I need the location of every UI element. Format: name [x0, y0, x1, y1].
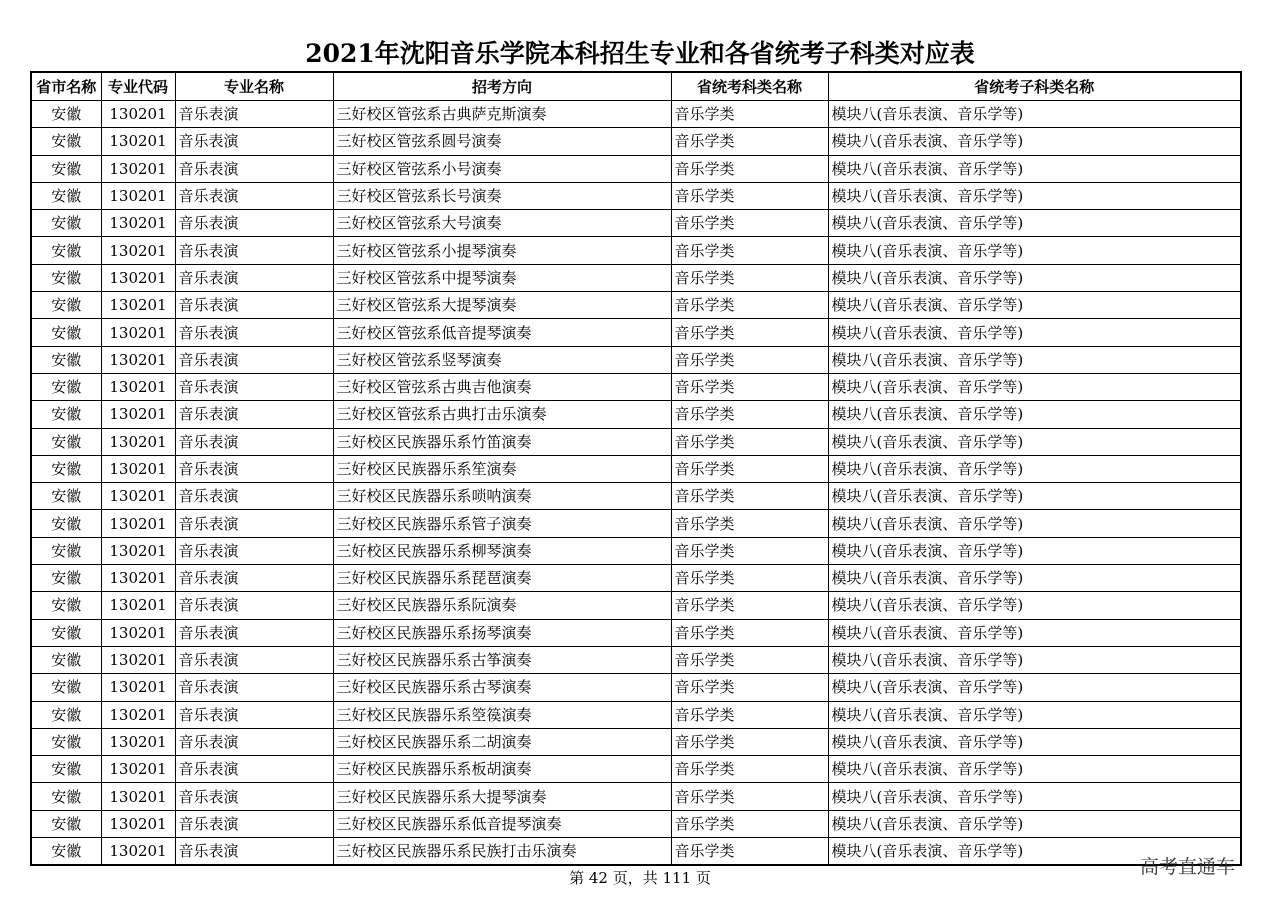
table-header-row	[31, 72, 1241, 101]
cell-exam-subcategory: 模块八(音乐表演、音乐学等)	[828, 756, 1241, 783]
cell-exam-subcategory: 模块八(音乐表演、音乐学等)	[828, 783, 1241, 810]
cell-major-name: 音乐表演	[175, 537, 333, 564]
cell-major-code: 130201	[101, 373, 175, 400]
table-row	[31, 373, 1241, 400]
cell-province: 安徽	[31, 646, 101, 673]
cell-exam-category: 音乐学类	[671, 619, 828, 646]
table-row	[31, 783, 1241, 810]
cell-exam-subcategory: 模块八(音乐表演、音乐学等)	[828, 346, 1241, 373]
cell-province: 安徽	[31, 373, 101, 400]
table-row	[31, 155, 1241, 182]
cell-exam-subcategory: 模块八(音乐表演、音乐学等)	[828, 128, 1241, 155]
cell-major-code: 130201	[101, 810, 175, 837]
header-direction: 招考方向	[333, 72, 671, 101]
cell-province: 安徽	[31, 756, 101, 783]
cell-province: 安徽	[31, 182, 101, 209]
cell-province: 安徽	[31, 701, 101, 728]
cell-province: 安徽	[31, 346, 101, 373]
table-row	[31, 210, 1241, 237]
cell-direction: 三好校区管弦系大号演奏	[333, 210, 671, 237]
table-row	[31, 264, 1241, 291]
cell-major-name: 音乐表演	[175, 838, 333, 866]
cell-province: 安徽	[31, 428, 101, 455]
cell-major-name: 音乐表演	[175, 783, 333, 810]
cell-major-name: 音乐表演	[175, 646, 333, 673]
cell-exam-category: 音乐学类	[671, 155, 828, 182]
cell-major-code: 130201	[101, 319, 175, 346]
cell-major-code: 130201	[101, 537, 175, 564]
table-row	[31, 483, 1241, 510]
table-row	[31, 346, 1241, 373]
cell-province: 安徽	[31, 401, 101, 428]
header-major-code: 专业代码	[101, 72, 175, 101]
cell-province: 安徽	[31, 155, 101, 182]
cell-province: 安徽	[31, 838, 101, 866]
cell-major-name: 音乐表演	[175, 592, 333, 619]
table-row	[31, 646, 1241, 673]
cell-major-code: 130201	[101, 101, 175, 128]
cell-exam-category: 音乐学类	[671, 237, 828, 264]
cell-major-code: 130201	[101, 182, 175, 209]
cell-direction: 三好校区管弦系圆号演奏	[333, 128, 671, 155]
cell-exam-subcategory: 模块八(音乐表演、音乐学等)	[828, 592, 1241, 619]
cell-exam-category: 音乐学类	[671, 210, 828, 237]
table-row	[31, 101, 1241, 128]
cell-major-name: 音乐表演	[175, 565, 333, 592]
cell-direction: 三好校区民族器乐系柳琴演奏	[333, 537, 671, 564]
cell-major-name: 音乐表演	[175, 292, 333, 319]
cell-exam-category: 音乐学类	[671, 810, 828, 837]
cell-exam-subcategory: 模块八(音乐表演、音乐学等)	[828, 237, 1241, 264]
cell-exam-subcategory: 模块八(音乐表演、音乐学等)	[828, 510, 1241, 537]
cell-exam-category: 音乐学类	[671, 701, 828, 728]
cell-exam-subcategory: 模块八(音乐表演、音乐学等)	[828, 619, 1241, 646]
cell-major-name: 音乐表演	[175, 619, 333, 646]
cell-major-name: 音乐表演	[175, 128, 333, 155]
cell-major-code: 130201	[101, 401, 175, 428]
table-row	[31, 592, 1241, 619]
cell-province: 安徽	[31, 128, 101, 155]
cell-exam-subcategory: 模块八(音乐表演、音乐学等)	[828, 701, 1241, 728]
cell-major-code: 130201	[101, 346, 175, 373]
cell-exam-category: 音乐学类	[671, 101, 828, 128]
cell-exam-subcategory: 模块八(音乐表演、音乐学等)	[828, 455, 1241, 482]
cell-direction: 三好校区民族器乐系竹笛演奏	[333, 428, 671, 455]
cell-exam-subcategory: 模块八(音乐表演、音乐学等)	[828, 428, 1241, 455]
cell-major-code: 130201	[101, 592, 175, 619]
cell-province: 安徽	[31, 510, 101, 537]
mapping-table	[30, 71, 1242, 866]
cell-exam-category: 音乐学类	[671, 728, 828, 755]
cell-province: 安徽	[31, 237, 101, 264]
cell-direction: 三好校区民族器乐系古琴演奏	[333, 674, 671, 701]
cell-province: 安徽	[31, 565, 101, 592]
cell-direction: 三好校区管弦系长号演奏	[333, 182, 671, 209]
table-row	[31, 756, 1241, 783]
cell-direction: 三好校区管弦系小提琴演奏	[333, 237, 671, 264]
cell-exam-category: 音乐学类	[671, 319, 828, 346]
cell-province: 安徽	[31, 783, 101, 810]
cell-direction: 三好校区民族器乐系琵琶演奏	[333, 565, 671, 592]
cell-major-code: 130201	[101, 728, 175, 755]
cell-direction: 三好校区民族器乐系笙演奏	[333, 455, 671, 482]
cell-direction: 三好校区管弦系古典打击乐演奏	[333, 401, 671, 428]
table-row	[31, 810, 1241, 837]
table-row	[31, 674, 1241, 701]
cell-exam-subcategory: 模块八(音乐表演、音乐学等)	[828, 101, 1241, 128]
table-row	[31, 838, 1241, 866]
page-footer: 第 42 页，共 111 页	[569, 869, 711, 887]
cell-major-name: 音乐表演	[175, 237, 333, 264]
cell-major-code: 130201	[101, 783, 175, 810]
cell-exam-category: 音乐学类	[671, 537, 828, 564]
cell-province: 安徽	[31, 210, 101, 237]
table-row	[31, 319, 1241, 346]
cell-major-name: 音乐表演	[175, 319, 333, 346]
cell-direction: 三好校区民族器乐系民族打击乐演奏	[333, 838, 671, 866]
cell-major-name: 音乐表演	[175, 101, 333, 128]
table-row	[31, 428, 1241, 455]
cell-major-name: 音乐表演	[175, 346, 333, 373]
cell-major-name: 音乐表演	[175, 155, 333, 182]
cell-direction: 三好校区民族器乐系箜篌演奏	[333, 701, 671, 728]
cell-exam-category: 音乐学类	[671, 401, 828, 428]
table-row	[31, 728, 1241, 755]
watermark: 高考直通车	[1140, 856, 1236, 878]
cell-exam-subcategory: 模块八(音乐表演、音乐学等)	[828, 319, 1241, 346]
cell-exam-subcategory: 模块八(音乐表演、音乐学等)	[828, 373, 1241, 400]
cell-province: 安徽	[31, 592, 101, 619]
cell-exam-subcategory: 模块八(音乐表演、音乐学等)	[828, 401, 1241, 428]
cell-exam-category: 音乐学类	[671, 346, 828, 373]
table-row	[31, 401, 1241, 428]
cell-exam-subcategory: 模块八(音乐表演、音乐学等)	[828, 674, 1241, 701]
header-province: 省市名称	[31, 72, 101, 101]
cell-major-name: 音乐表演	[175, 182, 333, 209]
cell-exam-subcategory: 模块八(音乐表演、音乐学等)	[828, 565, 1241, 592]
cell-direction: 三好校区管弦系竖琴演奏	[333, 346, 671, 373]
cell-exam-category: 音乐学类	[671, 455, 828, 482]
cell-major-name: 音乐表演	[175, 756, 333, 783]
cell-direction: 三好校区民族器乐系阮演奏	[333, 592, 671, 619]
cell-direction: 三好校区管弦系古典萨克斯演奏	[333, 101, 671, 128]
table-row	[31, 455, 1241, 482]
cell-province: 安徽	[31, 264, 101, 291]
cell-exam-category: 音乐学类	[671, 182, 828, 209]
header-exam-subcategory: 省统考子科类名称	[828, 72, 1241, 101]
cell-province: 安徽	[31, 674, 101, 701]
cell-major-code: 130201	[101, 483, 175, 510]
cell-exam-category: 音乐学类	[671, 483, 828, 510]
cell-exam-subcategory: 模块八(音乐表演、音乐学等)	[828, 483, 1241, 510]
cell-exam-category: 音乐学类	[671, 646, 828, 673]
cell-direction: 三好校区民族器乐系古筝演奏	[333, 646, 671, 673]
cell-direction: 三好校区民族器乐系低音提琴演奏	[333, 810, 671, 837]
cell-major-code: 130201	[101, 128, 175, 155]
table-row	[31, 537, 1241, 564]
table-row	[31, 619, 1241, 646]
cell-major-code: 130201	[101, 455, 175, 482]
cell-major-code: 130201	[101, 756, 175, 783]
cell-major-code: 130201	[101, 292, 175, 319]
cell-exam-category: 音乐学类	[671, 264, 828, 291]
cell-major-code: 130201	[101, 674, 175, 701]
table-row	[31, 292, 1241, 319]
cell-exam-category: 音乐学类	[671, 838, 828, 866]
table-row	[31, 182, 1241, 209]
cell-province: 安徽	[31, 319, 101, 346]
cell-exam-subcategory: 模块八(音乐表演、音乐学等)	[828, 264, 1241, 291]
cell-exam-subcategory: 模块八(音乐表演、音乐学等)	[828, 182, 1241, 209]
cell-exam-subcategory: 模块八(音乐表演、音乐学等)	[828, 210, 1241, 237]
cell-direction: 三好校区民族器乐系大提琴演奏	[333, 783, 671, 810]
cell-major-name: 音乐表演	[175, 483, 333, 510]
cell-direction: 三好校区管弦系古典吉他演奏	[333, 373, 671, 400]
table-body	[31, 101, 1241, 866]
table-row	[31, 701, 1241, 728]
page-title: 2021年沈阳音乐学院本科招生专业和各省统考子科类对应表	[305, 39, 975, 68]
table-row	[31, 510, 1241, 537]
cell-direction: 三好校区管弦系小号演奏	[333, 155, 671, 182]
cell-exam-category: 音乐学类	[671, 592, 828, 619]
cell-major-name: 音乐表演	[175, 264, 333, 291]
cell-direction: 三好校区管弦系低音提琴演奏	[333, 319, 671, 346]
cell-exam-subcategory: 模块八(音乐表演、音乐学等)	[828, 537, 1241, 564]
cell-province: 安徽	[31, 455, 101, 482]
header-exam-category: 省统考科类名称	[671, 72, 828, 101]
cell-province: 安徽	[31, 101, 101, 128]
cell-direction: 三好校区民族器乐系管子演奏	[333, 510, 671, 537]
cell-major-name: 音乐表演	[175, 810, 333, 837]
cell-major-code: 130201	[101, 210, 175, 237]
cell-exam-category: 音乐学类	[671, 128, 828, 155]
cell-exam-subcategory: 模块八(音乐表演、音乐学等)	[828, 646, 1241, 673]
cell-exam-category: 音乐学类	[671, 292, 828, 319]
cell-province: 安徽	[31, 537, 101, 564]
cell-exam-category: 音乐学类	[671, 783, 828, 810]
cell-major-code: 130201	[101, 264, 175, 291]
cell-major-code: 130201	[101, 237, 175, 264]
cell-exam-subcategory: 模块八(音乐表演、音乐学等)	[828, 292, 1241, 319]
table-row	[31, 128, 1241, 155]
cell-major-name: 音乐表演	[175, 428, 333, 455]
cell-major-code: 130201	[101, 428, 175, 455]
cell-direction: 三好校区民族器乐系扬琴演奏	[333, 619, 671, 646]
cell-major-name: 音乐表演	[175, 455, 333, 482]
cell-major-code: 130201	[101, 646, 175, 673]
cell-major-code: 130201	[101, 510, 175, 537]
cell-major-name: 音乐表演	[175, 210, 333, 237]
cell-major-name: 音乐表演	[175, 373, 333, 400]
cell-province: 安徽	[31, 728, 101, 755]
cell-exam-category: 音乐学类	[671, 565, 828, 592]
cell-major-code: 130201	[101, 838, 175, 866]
cell-exam-category: 音乐学类	[671, 373, 828, 400]
cell-exam-category: 音乐学类	[671, 428, 828, 455]
cell-exam-subcategory: 模块八(音乐表演、音乐学等)	[828, 810, 1241, 837]
cell-province: 安徽	[31, 619, 101, 646]
cell-exam-subcategory: 模块八(音乐表演、音乐学等)	[828, 155, 1241, 182]
cell-direction: 三好校区民族器乐系板胡演奏	[333, 756, 671, 783]
cell-direction: 三好校区管弦系中提琴演奏	[333, 264, 671, 291]
cell-exam-category: 音乐学类	[671, 674, 828, 701]
header-major-name: 专业名称	[175, 72, 333, 101]
cell-major-name: 音乐表演	[175, 674, 333, 701]
cell-major-name: 音乐表演	[175, 401, 333, 428]
cell-major-code: 130201	[101, 565, 175, 592]
cell-direction: 三好校区民族器乐系唢呐演奏	[333, 483, 671, 510]
cell-direction: 三好校区管弦系大提琴演奏	[333, 292, 671, 319]
table-row	[31, 565, 1241, 592]
cell-major-name: 音乐表演	[175, 701, 333, 728]
cell-province: 安徽	[31, 483, 101, 510]
cell-province: 安徽	[31, 810, 101, 837]
cell-major-code: 130201	[101, 155, 175, 182]
cell-major-code: 130201	[101, 701, 175, 728]
cell-major-name: 音乐表演	[175, 510, 333, 537]
cell-major-code: 130201	[101, 619, 175, 646]
cell-exam-category: 音乐学类	[671, 510, 828, 537]
cell-exam-subcategory: 模块八(音乐表演、音乐学等)	[828, 838, 1241, 866]
table-row	[31, 237, 1241, 264]
cell-direction: 三好校区民族器乐系二胡演奏	[333, 728, 671, 755]
cell-exam-subcategory: 模块八(音乐表演、音乐学等)	[828, 728, 1241, 755]
cell-major-name: 音乐表演	[175, 728, 333, 755]
cell-exam-category: 音乐学类	[671, 756, 828, 783]
cell-province: 安徽	[31, 292, 101, 319]
